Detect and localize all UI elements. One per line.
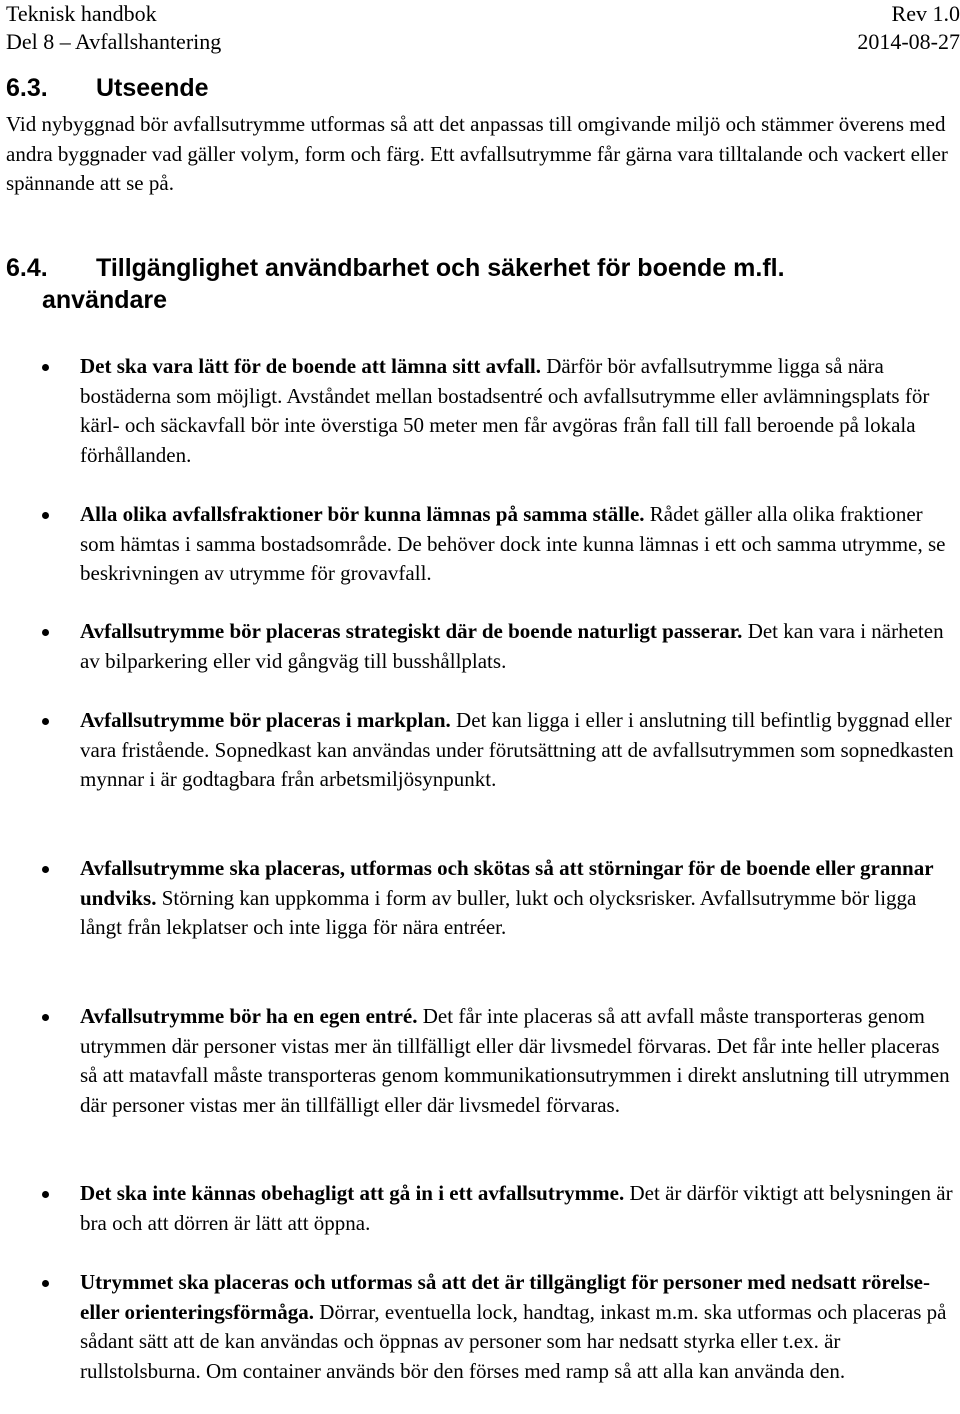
paragraph-6-3: Vid nybyggnad bör avfallsutrymme utformas så att det anpassas till omgivande miljö och stämmer överens med andra byggnader vad gäller volym, form och färg. Ett avfallsutrymme får gärna vara tilltalande och vackert eller spännande att se på.	[6, 112, 948, 195]
bullet-icon	[42, 512, 49, 519]
list-item-text: Rådet gäller alla olika fraktioner som hämtas i samma bostadsområde. De behöver dock inte kunna lämnas i ett och samma utrymme, se beskrivningen av utrymme för grovavfall.	[80, 502, 946, 585]
bullet-icon	[42, 1280, 49, 1287]
list-item	[80, 617, 960, 676]
revision-label: Rev 1.0	[891, 1, 960, 26]
list-item-lead: Det ska vara lätt för de boende att lämna sitt avfall.	[80, 354, 541, 378]
list-item-lead: Alla olika avfallsfraktioner bör kunna lämnas på samma ställe.	[80, 502, 645, 526]
bullet-icon	[42, 1014, 49, 1021]
section-label: Del 8 – Avfallshantering	[6, 29, 222, 54]
heading-6-4-title-continued: användare	[42, 286, 168, 314]
list-item-text: Därför bör avfallsutrymme ligga så nära bostäderna som möjligt. Avståndet mellan bostadsentré och avfallsutrymme eller avlämningsplats för kärl- och säckavfall bör inte överstiga 50 meter men får avgöras från fall till fall beroende på lokala förhållanden.	[80, 354, 930, 467]
heading-6-3-number: 6.3.	[6, 74, 48, 102]
list-item	[80, 1268, 960, 1386]
bullet-icon	[42, 364, 49, 371]
list-item	[80, 1002, 960, 1120]
list-item-text: Det kan vara i närheten av bilparkering eller vid gångväg till busshållplats.	[80, 619, 944, 673]
list-item-lead: Utrymmet ska placeras och utformas så att det är tillgängligt för personer med nedsatt rörelse- eller orienteringsförmåga.	[80, 1270, 930, 1324]
heading-6-4-number: 6.4.	[6, 254, 48, 282]
handbook-title: Teknisk handbok	[6, 1, 157, 26]
bullet-icon	[42, 629, 49, 636]
list-item-text: Det kan ligga i eller i anslutning till befintlig byggnad eller vara fristående. Sopnedkast kan användas under förutsättning att de avfallsutrymmen som sopnedkasten mynnar i är godtagbara från arbetsmiljösynpunkt.	[80, 708, 954, 791]
bullet-icon	[42, 718, 49, 725]
list-item-lead: Det ska inte kännas obehagligt att gå in i ett avfallsutrymme.	[80, 1181, 625, 1205]
date-label: 2014-08-27	[857, 29, 960, 54]
bullet-icon	[42, 866, 49, 873]
list-item	[80, 854, 960, 943]
list-item	[80, 352, 960, 470]
list-item-text: Dörrar, eventuella lock, handtag, inkast m.m. ska utformas och placeras på sådant sätt att de kan användas och öppnas av personer som har nedsatt styrka eller t.ex. är rullstolsburna. Om container används bör den förses med ramp så att alla kan använda den.	[80, 1299, 947, 1383]
list-item	[80, 500, 960, 589]
heading-6-3-title: Utseende	[96, 74, 209, 102]
list-item-text: Det får inte placeras så att avfall måste transporteras genom utrymmen där personer vistas mer än tillfälligt eller där livsmedel förvaras. Det får inte heller placeras så att matavfall måste transporteras genom kommunikationsutrymmen i direkt anslutning till utrymmen där personer vistas mer än tillfälligt eller där livsmedel förvaras.	[80, 1004, 950, 1117]
list-item-text: Störning kan uppkomma i form av buller, lukt och olycksrisker. Avfallsutrymme bör ligga långt från lekplatser och inte ligga för nära entréer.	[80, 885, 917, 939]
list-item-lead: Avfallsutrymme bör placeras strategiskt där de boende naturligt passerar.	[80, 619, 743, 643]
list-item	[80, 706, 960, 795]
list-item-text: Det är därför viktigt att belysningen är bra och att dörren är lätt att öppna.	[80, 1181, 953, 1235]
bullet-icon	[42, 1191, 49, 1198]
list-item-lead: Avfallsutrymme bör ha en egen entré.	[80, 1004, 418, 1028]
list-item-lead: Avfallsutrymme ska placeras, utformas och skötas så att störningar för de boende eller grannar undviks.	[80, 856, 934, 910]
list-item-lead: Avfallsutrymme bör placeras i markplan.	[80, 708, 451, 732]
heading-6-4-title: Tillgänglighet användbarhet och säkerhet för boende m.fl.	[96, 254, 785, 282]
list-item	[80, 1179, 960, 1238]
